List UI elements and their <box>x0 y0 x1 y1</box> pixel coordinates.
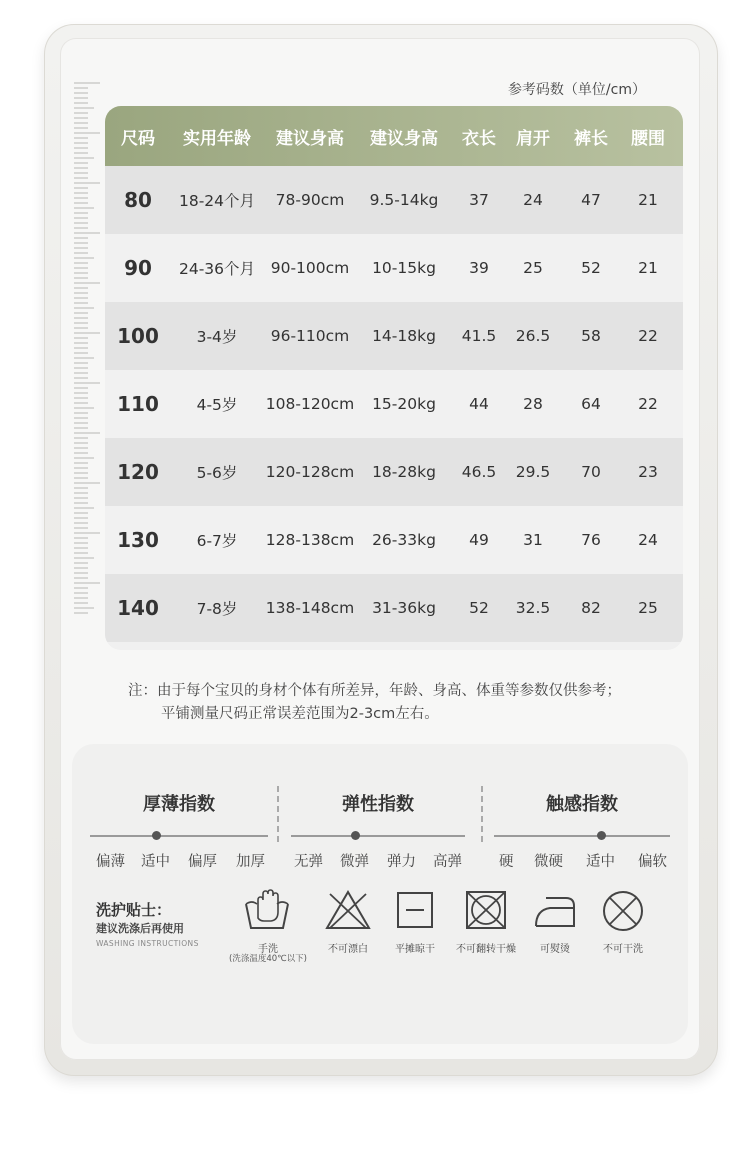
ruler-tick <box>74 102 88 104</box>
ruler-tick <box>74 167 88 169</box>
index-option: 适中 <box>586 854 615 870</box>
index-title: 厚薄指数 <box>143 794 215 815</box>
ruler-tick <box>74 377 88 379</box>
ruler-tick <box>74 107 94 109</box>
ruler-tick <box>74 317 88 319</box>
ruler-tick <box>74 547 88 549</box>
ruler-tick <box>74 387 88 389</box>
ruler-tick <box>74 242 88 244</box>
table-cell: 47 <box>581 191 601 209</box>
ruler-tick <box>74 227 88 229</box>
hand-wash-icon <box>243 888 291 932</box>
ruler-tick <box>74 267 88 269</box>
ruler-tick <box>74 612 88 614</box>
table-cell: 14-18kg <box>372 327 436 345</box>
table-cell: 25 <box>638 599 658 617</box>
divider <box>481 786 483 842</box>
table-cell: 96-110cm <box>270 327 350 345</box>
ruler-tick <box>74 87 88 89</box>
ruler-tick <box>74 202 88 204</box>
table-cell: 15-20kg <box>372 395 436 413</box>
ruler-tick <box>74 92 88 94</box>
hand-wash-sub: (洗涤温度40℃以下) <box>229 954 307 964</box>
table-cell: 4-5岁 <box>196 396 238 414</box>
table-cell: 22 <box>638 327 658 345</box>
index-option: 适中 <box>141 854 170 870</box>
table-cell: 46.5 <box>461 463 497 481</box>
ruler-tick <box>74 137 88 139</box>
size-note <box>128 680 621 726</box>
ruler-tick <box>74 577 88 579</box>
ruler-tick <box>74 417 88 419</box>
ruler-tick <box>74 367 88 369</box>
header-cell: 肩开 <box>516 128 550 149</box>
ruler-tick <box>74 512 88 514</box>
index-option: 偏厚 <box>188 854 217 870</box>
index-option: 微弹 <box>340 854 369 870</box>
header-cell: 腰围 <box>631 128 665 149</box>
ruler-tick <box>74 252 88 254</box>
ruler-tick <box>74 402 88 404</box>
ruler-tick <box>74 222 88 224</box>
index-option: 高弹 <box>433 854 462 870</box>
table-cell: 90-100cm <box>270 259 350 277</box>
table-cell: 24 <box>638 531 658 549</box>
unit-note: 参考码数（单位/cm） <box>507 82 646 98</box>
index-scale-line <box>494 835 670 837</box>
ruler-tick <box>74 557 94 559</box>
ruler-tick <box>74 582 100 584</box>
table-cell: 70 <box>581 463 601 481</box>
table-cell: 10-15kg <box>372 259 436 277</box>
table-row <box>105 234 683 302</box>
table-cell: 37 <box>469 191 489 209</box>
ruler-tick <box>74 332 100 334</box>
ruler-tick <box>74 352 88 354</box>
table-cell: 41.5 <box>461 327 497 345</box>
hand-wash-label: 手洗 <box>258 944 278 955</box>
table-row <box>105 302 683 370</box>
ruler-tick <box>74 337 88 339</box>
ruler-tick <box>74 442 88 444</box>
ruler-tick <box>74 522 88 524</box>
washing-title: 洗护贴士： <box>96 901 172 919</box>
table-cell: 52 <box>469 599 489 617</box>
table-cell: 24-36个月 <box>178 260 256 278</box>
ruler-tick <box>74 117 88 119</box>
ruler-tick <box>74 602 88 604</box>
table-cell: 49 <box>469 531 489 549</box>
index-option: 弹力 <box>387 854 416 870</box>
ruler-tick <box>74 447 88 449</box>
ruler-tick <box>74 142 88 144</box>
ruler-tick <box>74 287 88 289</box>
ruler-tick <box>74 182 100 184</box>
table-cell: 108-120cm <box>265 395 355 413</box>
index-option: 偏软 <box>638 854 667 870</box>
table-cell: 23 <box>638 463 658 481</box>
table-cell: 52 <box>581 259 601 277</box>
ruler-tick <box>74 537 88 539</box>
table-cell: 32.5 <box>515 599 551 617</box>
ruler-tick <box>74 237 88 239</box>
ruler-tick <box>74 507 94 509</box>
ruler-tick <box>74 327 88 329</box>
ruler-tick <box>74 587 88 589</box>
table-cell: 128-138cm <box>265 531 355 549</box>
header-cell: 实用年龄 <box>183 128 251 149</box>
ruler-tick <box>74 397 88 399</box>
ruler-tick <box>74 487 88 489</box>
table-cell: 100 <box>117 324 159 348</box>
ruler-tick <box>74 392 88 394</box>
ruler-tick <box>74 437 88 439</box>
table-cell: 5-6岁 <box>196 464 238 482</box>
ruler-tick <box>74 452 88 454</box>
header-cell: 衣长 <box>462 128 496 149</box>
table-cell: 9.5-14kg <box>369 191 439 209</box>
ruler-tick <box>74 322 88 324</box>
table-cell: 44 <box>469 395 489 413</box>
ruler-tick <box>74 277 88 279</box>
index-title: 触感指数 <box>546 794 618 815</box>
table-cell: 21 <box>638 259 658 277</box>
table-cell: 58 <box>581 327 601 345</box>
header-cell: 裤长 <box>574 128 608 149</box>
table-row <box>105 574 683 642</box>
ruler-tick <box>74 147 88 149</box>
index-option: 偏薄 <box>96 854 125 870</box>
ruler-tick <box>74 127 88 129</box>
table-row <box>105 506 683 574</box>
ruler-tick <box>74 532 100 534</box>
table-cell: 76 <box>581 531 601 549</box>
table-cell: 6-7岁 <box>196 532 238 550</box>
divider <box>277 786 279 842</box>
table-cell: 18-24个月 <box>178 192 256 210</box>
table-cell: 120-128cm <box>265 463 355 481</box>
ruler-tick <box>74 157 94 159</box>
no-dry-clean-label: 不可干洗 <box>603 944 643 955</box>
ruler-tick <box>74 527 88 529</box>
no-tumble-dry-icon <box>464 888 508 932</box>
ruler-tick <box>74 407 94 409</box>
no-tumble-dry-label: 不可翻转干燥 <box>456 944 516 955</box>
ruler-tick <box>74 502 88 504</box>
note-line-1: 注：由于每个宝贝的身材个体有所差异，年龄、身高、体重等参数仅供参考； <box>128 683 621 699</box>
iron-icon <box>532 888 578 932</box>
table-cell: 80 <box>124 188 152 212</box>
ruler-tick <box>74 362 88 364</box>
ruler-tick <box>74 422 88 424</box>
ruler-tick <box>74 312 88 314</box>
size-table <box>105 106 683 650</box>
ruler-tick <box>74 467 88 469</box>
ruler-tick <box>74 572 88 574</box>
index-option: 无弹 <box>294 854 323 870</box>
ruler-tick <box>74 307 94 309</box>
ruler-tick <box>74 427 88 429</box>
ruler-tick <box>74 302 88 304</box>
ruler-tick <box>74 132 100 134</box>
table-cell: 24 <box>523 191 543 209</box>
index-title: 弹性指数 <box>342 794 414 815</box>
ruler-tick <box>74 517 88 519</box>
ruler-tick <box>74 607 94 609</box>
no-bleach-label: 不可漂白 <box>328 944 368 955</box>
ruler-tick <box>74 97 88 99</box>
table-cell: 90 <box>124 256 152 280</box>
header-cell: 建议身高 <box>370 128 438 149</box>
ruler-tick <box>74 552 88 554</box>
ruler-tick <box>74 542 88 544</box>
table-cell: 82 <box>581 599 601 617</box>
fabric-care-panel <box>72 744 688 1044</box>
table-cell: 26.5 <box>515 327 551 345</box>
ruler-tick <box>74 152 88 154</box>
ruler-tick <box>74 172 88 174</box>
table-cell: 110 <box>117 392 159 416</box>
ruler-tick <box>74 207 94 209</box>
table-row <box>105 438 683 506</box>
ruler-tick <box>74 472 88 474</box>
ruler-tick <box>74 357 94 359</box>
table-cell: 31 <box>523 531 543 549</box>
ruler-tick <box>74 112 88 114</box>
ruler-tick <box>74 457 94 459</box>
ruler-tick <box>74 382 100 384</box>
index-marker <box>351 831 360 840</box>
index-marker <box>597 831 606 840</box>
ruler-tick <box>74 272 88 274</box>
no-dry-clean-icon <box>601 888 645 934</box>
ruler-tick <box>74 597 88 599</box>
ruler-tick <box>74 372 88 374</box>
ruler-tick <box>74 347 88 349</box>
table-cell: 39 <box>469 259 489 277</box>
table-cell: 26-33kg <box>372 531 436 549</box>
table-row <box>105 370 683 438</box>
ruler-tick <box>74 482 100 484</box>
table-cell: 22 <box>638 395 658 413</box>
ruler-tick <box>74 282 100 284</box>
ruler-tick <box>74 462 88 464</box>
ruler-tick <box>74 177 88 179</box>
table-body <box>105 166 683 642</box>
table-cell: 130 <box>117 528 159 552</box>
table-cell: 3-4岁 <box>196 328 238 346</box>
flat-dry-label: 平摊晾干 <box>395 944 435 955</box>
index-option: 加厚 <box>236 854 265 870</box>
table-cell: 18-28kg <box>372 463 436 481</box>
table-cell: 140 <box>117 596 159 620</box>
ruler-tick <box>74 342 88 344</box>
index-option: 微硬 <box>534 854 563 870</box>
no-bleach-icon <box>324 888 372 932</box>
table-row <box>105 166 683 234</box>
ruler-tick <box>74 492 88 494</box>
washing-english: WASHING INSTRUCTIONS <box>96 939 199 948</box>
ruler-tick <box>74 497 88 499</box>
table-cell: 28 <box>523 395 543 413</box>
ruler-tick <box>74 217 88 219</box>
ruler-tick <box>74 122 88 124</box>
ruler-tick <box>74 562 88 564</box>
table-cell: 31-36kg <box>372 599 436 617</box>
table-cell: 7-8岁 <box>196 600 238 618</box>
ruler-tick <box>74 82 100 84</box>
table-cell: 21 <box>638 191 658 209</box>
ruler-decoration <box>74 82 102 612</box>
iron-label: 可熨烫 <box>540 944 570 955</box>
ruler-tick <box>74 197 88 199</box>
ruler-tick <box>74 297 88 299</box>
ruler-tick <box>74 187 88 189</box>
table-header <box>105 106 683 166</box>
table-cell: 138-148cm <box>265 599 355 617</box>
ruler-tick <box>74 477 88 479</box>
table-cell: 29.5 <box>515 463 551 481</box>
ruler-tick <box>74 212 88 214</box>
ruler-tick <box>74 432 100 434</box>
table-cell: 25 <box>523 259 543 277</box>
index-scale-line <box>90 835 268 837</box>
ruler-tick <box>74 162 88 164</box>
table-cell: 120 <box>117 460 159 484</box>
ruler-tick <box>74 262 88 264</box>
table-cell: 64 <box>581 395 601 413</box>
ruler-tick <box>74 567 88 569</box>
header-cell: 建议身高 <box>276 128 344 149</box>
ruler-tick <box>74 412 88 414</box>
ruler-tick <box>74 247 88 249</box>
ruler-tick <box>74 592 88 594</box>
flat-dry-icon <box>395 888 435 932</box>
index-option: 硬 <box>499 854 514 870</box>
index-marker <box>152 831 161 840</box>
ruler-tick <box>74 292 88 294</box>
note-line-2: 平铺测量尺码正常误差范围为2-3cm左右。 <box>161 706 439 722</box>
ruler-tick <box>74 257 94 259</box>
ruler-tick <box>74 232 100 234</box>
table-cell: 78-90cm <box>275 191 345 209</box>
index-scale-line <box>291 835 465 837</box>
washing-subtitle: 建议洗涤后再使用 <box>96 922 184 935</box>
ruler-tick <box>74 192 88 194</box>
header-cell: 尺码 <box>121 128 155 149</box>
